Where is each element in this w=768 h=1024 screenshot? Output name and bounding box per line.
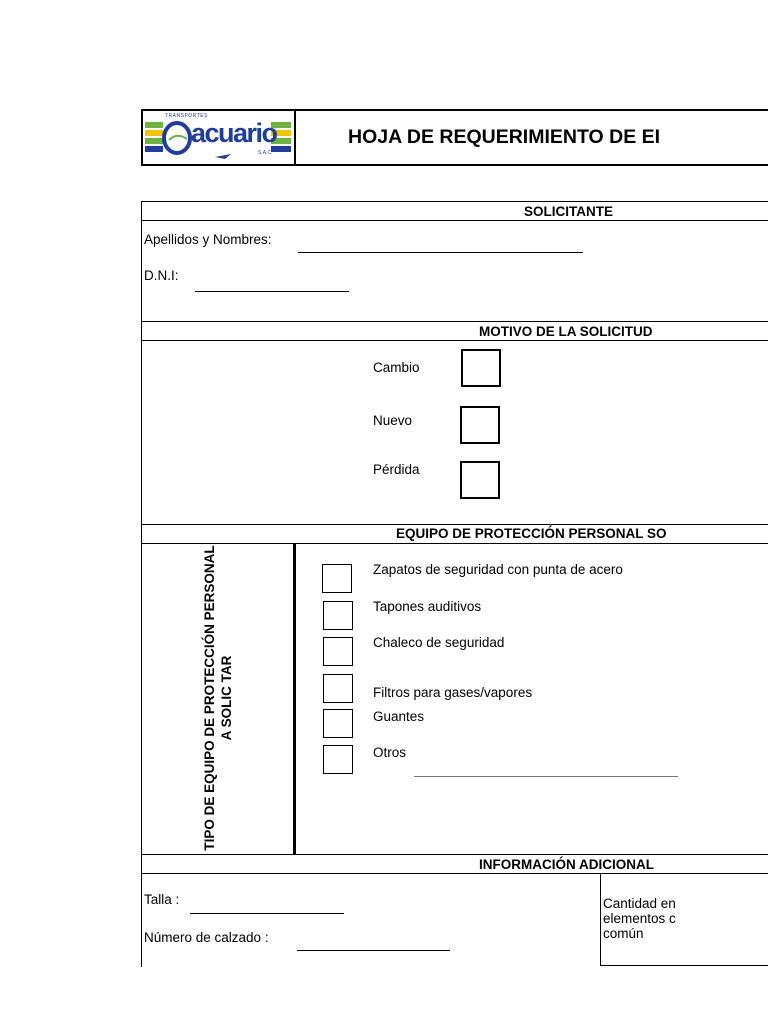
company-logo: [145, 112, 291, 162]
logo-top-text: TRANSPORTES: [165, 113, 208, 119]
cantidad-text-line3: común: [603, 926, 644, 941]
equipo-item-chaleco: Chaleco de seguridad: [373, 635, 505, 650]
section-heading-equipo: EQUIPO DE PROTECCIÓN PERSONAL SO: [396, 526, 667, 541]
talla-field[interactable]: [190, 913, 344, 914]
equipo-checkbox-guantes[interactable]: [323, 709, 353, 738]
cantidad-text-line2: elementos c: [603, 911, 676, 926]
motivo-option-perdida: Pérdida: [373, 462, 420, 477]
page-title: HOJA DE REQUERIMIENTO DE EI: [348, 126, 661, 148]
motivo-cambio-checkbox[interactable]: [461, 349, 501, 387]
equipo-checkbox-zapatos[interactable]: [322, 564, 352, 593]
motivo-option-cambio: Cambio: [373, 360, 420, 375]
calzado-label: Número de calzado :: [144, 930, 269, 945]
section-heading-motivo: MOTIVO DE LA SOLICITUD: [479, 324, 653, 339]
equipo-item-filtros: Filtros para gases/vapores: [373, 685, 533, 700]
equipo-checkbox-chaleco[interactable]: [323, 637, 353, 666]
otros-field[interactable]: [414, 776, 678, 777]
equipo-checkbox-tapones[interactable]: [323, 601, 353, 630]
section-heading-info: INFORMACIÓN ADICIONAL: [479, 857, 654, 872]
equipo-side-label-line1: TIPO DE EQUIPO DE PROTECCIÓN PERSONAL: [202, 545, 217, 851]
equipo-checkbox-filtros[interactable]: [323, 674, 353, 703]
section-heading-solicitante: SOLICITANTE: [524, 204, 613, 219]
name-label: Apellidos y Nombres:: [144, 232, 272, 247]
equipo-side-label-line2: A SOLIC TAR: [219, 655, 234, 741]
equipo-divider: [293, 543, 296, 854]
motivo-perdida-checkbox[interactable]: [460, 461, 500, 499]
talla-label: Talla :: [144, 892, 180, 907]
motivo-option-nuevo: Nuevo: [373, 413, 413, 428]
cantidad-text-line1: Cantidad en: [603, 896, 676, 911]
name-field[interactable]: [298, 252, 583, 253]
motivo-nuevo-checkbox[interactable]: [460, 406, 500, 444]
dni-label: D.N.I:: [144, 268, 179, 283]
equipo-item-guantes: Guantes: [373, 709, 425, 724]
equipo-checkbox-otros[interactable]: [323, 745, 353, 774]
equipo-item-tapones: Tapones auditivos: [373, 599, 482, 614]
calzado-field[interactable]: [297, 950, 450, 951]
equipo-item-otros: Otros: [373, 745, 407, 760]
dni-field[interactable]: [195, 291, 349, 292]
logo-suffix-text: S.A.C.: [258, 150, 273, 156]
equipo-side-label: [201, 543, 235, 853]
logo-brand-text: acuario: [191, 118, 277, 148]
equipo-item-zapatos: Zapatos de seguridad con punta de acero: [373, 562, 623, 577]
cantidad-divider: [600, 873, 601, 966]
